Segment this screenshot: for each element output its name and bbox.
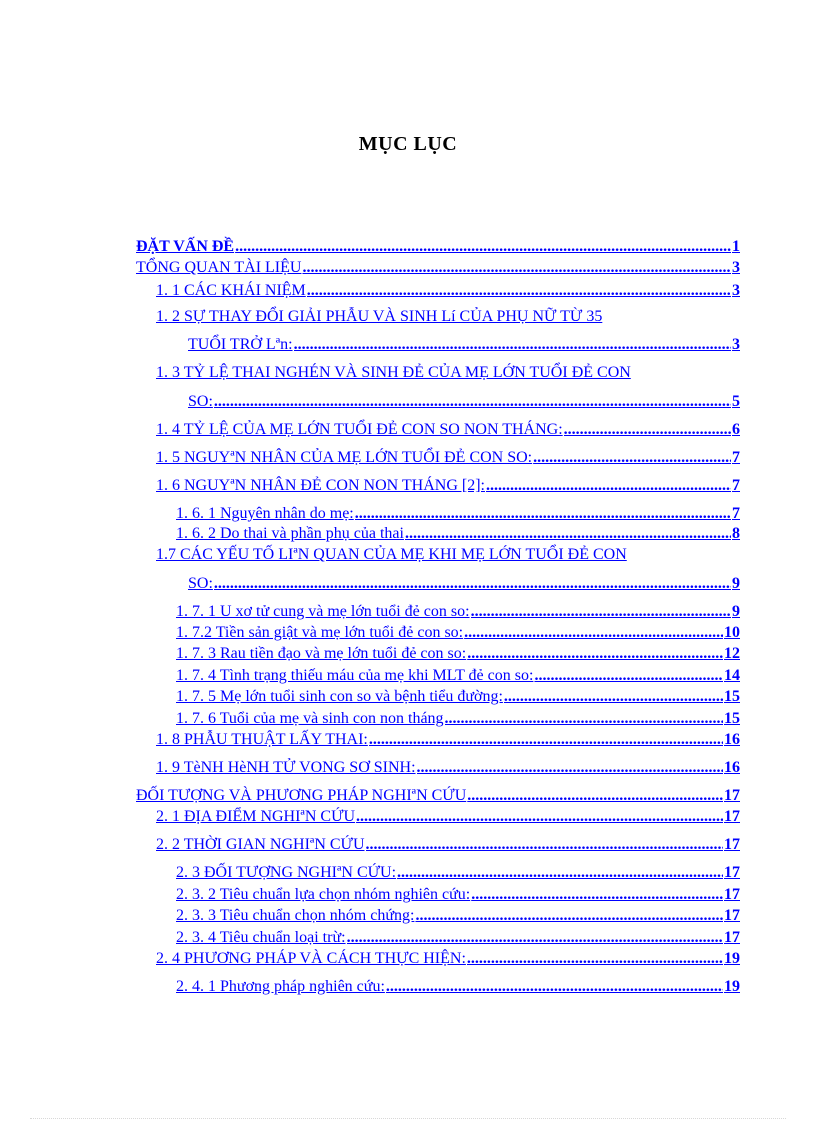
toc-entry[interactable] — [176, 708, 740, 730]
toc-entry-text: 2. 4. 1 Phương pháp nghiên cứu: — [176, 978, 385, 995]
toc-page-number: 9 — [732, 575, 740, 592]
dot-leader — [471, 884, 723, 906]
toc-entry[interactable] — [156, 280, 740, 302]
dot-leader — [533, 447, 731, 469]
toc-entry-text: 2. 1 ĐỊA ĐIỂM NGHIªN CỨU — [156, 808, 356, 825]
dot-leader — [417, 757, 723, 779]
toc-entry[interactable] — [176, 622, 740, 644]
toc-page-number: 17 — [724, 907, 740, 924]
toc-entry-text: 1. 4 TỶ LỆ CỦA MẸ LỚN TUỔI ĐẺ CON SO NON THÁNG: — [156, 421, 563, 438]
dot-leader — [467, 948, 723, 970]
toc-page-number: 6 — [732, 421, 740, 438]
toc-entry[interactable] — [136, 257, 740, 279]
toc-entry[interactable] — [176, 601, 740, 623]
dot-leader — [366, 834, 723, 856]
toc-entry-text: SO: — [188, 575, 213, 592]
toc-entry-text: 1. 8 PHẪU THUẬT LẤY THAI: — [156, 731, 368, 748]
toc-entry-text: 1. 6. 1 Nguyên nhân do mẹ: — [176, 505, 354, 522]
dot-leader — [347, 927, 723, 949]
toc-entry-text: 2. 3. 3 Tiêu chuẩn chọn nhóm chứng: — [176, 907, 415, 924]
dot-leader — [397, 862, 723, 884]
toc-entry-text: 1. 7. 4 Tình trạng thiếu máu của mẹ khi MLT đẻ con so: — [176, 667, 534, 684]
toc-entry-text: TUỔI TRỞ Lªn: — [188, 336, 293, 353]
dot-leader — [467, 643, 723, 665]
dot-leader — [356, 806, 723, 828]
toc-entry-text: 2. 2 THỜI GIAN NGHIªN CỨU — [156, 836, 365, 853]
dot-leader — [302, 257, 731, 279]
dot-leader — [214, 573, 731, 595]
dot-leader — [294, 334, 731, 356]
dot-leader — [405, 523, 731, 545]
toc-entry[interactable] — [176, 523, 740, 545]
toc-page-number: 17 — [724, 836, 740, 853]
toc-entry-text: 1. 6. 2 Do thai và phần phụ của thai — [176, 525, 404, 542]
toc-page-number: 1 — [732, 238, 740, 255]
toc-page-number: 17 — [724, 808, 740, 825]
toc-entry[interactable] — [156, 834, 740, 856]
dot-leader — [471, 601, 731, 623]
toc-page-number: 3 — [732, 259, 740, 276]
dot-leader — [445, 708, 723, 730]
toc-page-number: 7 — [732, 505, 740, 522]
toc-entry[interactable] — [188, 391, 740, 413]
toc-entry-text: 2. 3. 4 Tiêu chuẩn loại trừ: — [176, 929, 346, 946]
toc-page-number: 19 — [724, 978, 740, 995]
toc-entry[interactable] — [156, 806, 740, 828]
toc-page-number: 17 — [724, 886, 740, 903]
toc-entry-text: ĐỐI TƯỢNG VÀ PHƯƠNG PHÁP NGHIªN CỨU — [136, 787, 467, 804]
page-edge — [30, 1118, 786, 1120]
toc-entry[interactable] — [136, 785, 740, 807]
toc-entry[interactable] — [176, 905, 740, 927]
toc-entry-text: 1. 7. 3 Rau tiền đạo và mẹ lớn tuổi đẻ con so: — [176, 645, 467, 662]
toc-entry-text: 1. 5 NGUYªN NHÂN CỦA MẸ LỚN TUỔI ĐẺ CON SO: — [156, 449, 533, 466]
toc-entry-text: 2. 4 PHƯƠNG PHÁP VÀ CÁCH THỰC HIỆN: — [156, 950, 466, 967]
toc-entry-text: 1. 9 TèNH HèNH TỬ VONG SƠ SINH: — [156, 759, 416, 776]
toc-entry[interactable] — [156, 447, 740, 469]
toc-page-number: 15 — [724, 710, 740, 727]
dot-leader — [307, 280, 731, 302]
toc-entry-text: 1. 7. 6 Tuổi của mẹ và sinh con non tháng — [176, 710, 444, 727]
dot-leader — [235, 236, 731, 258]
toc-entry-text: 2. 3. 2 Tiêu chuẩn lựa chọn nhóm nghiên cứu: — [176, 886, 471, 903]
toc-page-number: 3 — [732, 282, 740, 299]
toc-entry[interactable] — [176, 665, 740, 687]
toc-entry-text[interactable]: 1.7 CÁC YẾU TỐ LIªN QUAN CỦA MẸ KHI MẸ LỚN TUỔI ĐẺ CON — [156, 546, 627, 563]
toc-entry-text: 1. 7. 1 U xơ tử cung và mẹ lớn tuổi đẻ con so: — [176, 603, 470, 620]
toc-entry[interactable] — [156, 729, 740, 751]
toc-entry[interactable] — [156, 419, 740, 441]
toc-entry[interactable] — [156, 475, 740, 497]
toc-entry[interactable] — [176, 686, 740, 708]
toc-page-number: 15 — [724, 688, 740, 705]
toc-entry-text: SO: — [188, 393, 213, 410]
toc-entry[interactable] — [176, 927, 740, 949]
toc-entry[interactable] — [156, 948, 740, 970]
toc-page-number: 17 — [724, 864, 740, 881]
toc-entry[interactable] — [176, 976, 740, 998]
toc-entry-text[interactable]: 1. 3 TỶ LỆ THAI NGHÉN VÀ SINH ĐẺ CỦA MẸ LỚN TUỔI ĐẺ CON — [156, 364, 631, 381]
dot-leader — [214, 391, 731, 413]
toc-page-number: 3 — [732, 336, 740, 353]
dot-leader — [564, 419, 731, 441]
toc-entry[interactable] — [176, 503, 740, 525]
toc-page-number: 12 — [724, 645, 740, 662]
dot-leader — [534, 665, 723, 687]
toc-page-number: 16 — [724, 731, 740, 748]
toc-page-number: 16 — [724, 759, 740, 776]
toc-page-number: 9 — [732, 603, 740, 620]
toc-entry-text: 2. 3 ĐỐI TƯỢNG NGHIªN CỨU: — [176, 864, 397, 881]
toc-page-number: 17 — [724, 787, 740, 804]
toc-page-number: 7 — [732, 449, 740, 466]
dot-leader — [386, 976, 723, 998]
toc-page-number: 19 — [724, 950, 740, 967]
toc-page-number: 8 — [732, 525, 740, 542]
toc-entry[interactable] — [176, 884, 740, 906]
toc-page-number: 7 — [732, 477, 740, 494]
toc-entry-text: 1. 1 CÁC KHÁI NIỆM — [156, 282, 306, 299]
toc-entry[interactable] — [188, 334, 740, 356]
page-title: MỤC LỤC — [358, 133, 458, 155]
toc-page-number: 17 — [724, 929, 740, 946]
toc-page-number: 5 — [732, 393, 740, 410]
dot-leader — [467, 785, 723, 807]
toc-entry[interactable] — [176, 643, 740, 665]
dot-leader — [486, 475, 731, 497]
toc-entry[interactable] — [156, 757, 740, 779]
toc-page-number: 10 — [724, 624, 740, 641]
toc-entry[interactable] — [188, 573, 740, 595]
toc-entry[interactable] — [136, 236, 740, 258]
toc-entry-text: 1. 7.2 Tiền sản giật và mẹ lớn tuổi đẻ con so: — [176, 624, 464, 641]
toc-entry[interactable] — [176, 862, 740, 884]
toc-page-number: 14 — [724, 667, 740, 684]
dot-leader — [355, 503, 731, 525]
toc-entry-text: 1. 6 NGUYªN NHÂN ĐẺ CON NON THÁNG [2]: — [156, 477, 485, 494]
toc-entry-text: 1. 7. 5 Mẹ lớn tuổi sinh con so và bệnh tiểu đường: — [176, 688, 503, 705]
dot-leader — [464, 622, 723, 644]
dot-leader — [504, 686, 723, 708]
toc-entry-text[interactable]: 1. 2 SỰ THAY ĐỔI GIẢI PHẪU VÀ SINH Lí CỦA PHỤ NỮ TỪ 35 — [156, 308, 603, 325]
dot-leader — [369, 729, 723, 751]
toc-entry-text: TỔNG QUAN TÀI LIỆU — [136, 259, 302, 276]
dot-leader — [415, 905, 723, 927]
toc-entry-text: ĐẶT VẤN ĐỀ — [136, 238, 235, 255]
